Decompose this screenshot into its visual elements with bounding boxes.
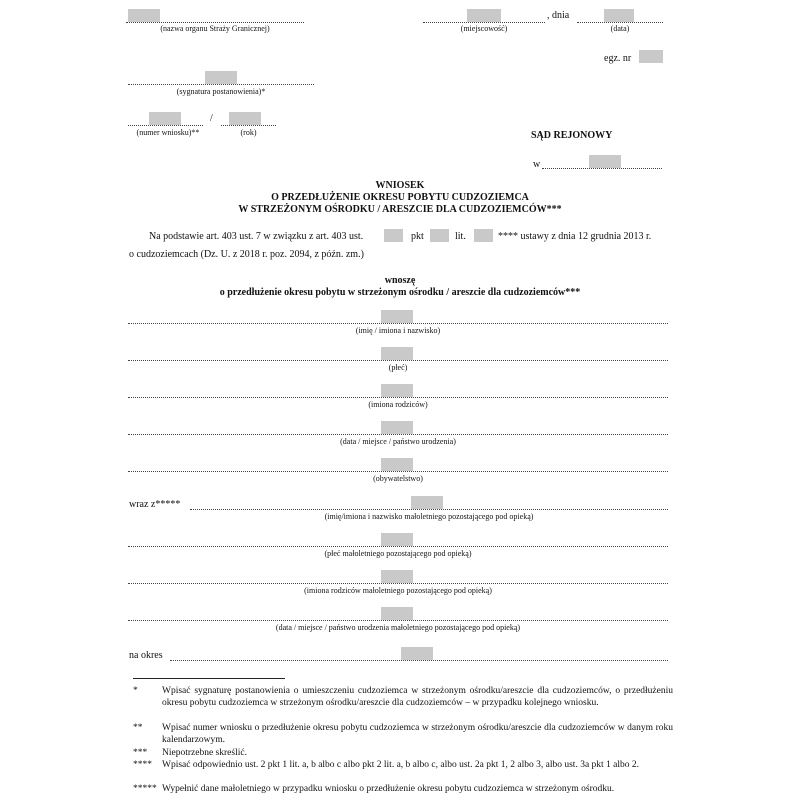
minor-name-caption: (imię/imiona i nazwisko małoletniego pozostającego pod opieką) bbox=[324, 512, 534, 521]
name-line bbox=[128, 323, 668, 324]
birth-field[interactable] bbox=[381, 421, 413, 434]
minor-sex-caption: (płeć małoletniego pozostającego pod opieką) bbox=[324, 549, 472, 558]
footnote-separator bbox=[133, 678, 285, 679]
point-field[interactable] bbox=[430, 229, 449, 242]
minor-name-line bbox=[190, 509, 668, 510]
organ-name-line bbox=[126, 22, 304, 23]
footnote-mark: ** bbox=[133, 723, 143, 733]
parents-line bbox=[128, 397, 668, 398]
minor-parents-line bbox=[128, 583, 668, 584]
minor-parents-caption: (imiona rodziców małoletniego pozostającego pod opieką) bbox=[304, 586, 492, 595]
request-number-line bbox=[128, 125, 203, 126]
copy-number-label: egz. nr bbox=[604, 53, 632, 64]
parents-caption: (imiona rodziców) bbox=[368, 400, 428, 409]
footnote-text: Niepotrzebne skreślić. bbox=[162, 748, 247, 758]
request-number-caption: (numer wniosku)** bbox=[136, 128, 200, 137]
sex-field[interactable] bbox=[381, 347, 413, 360]
footnote-text: Wpisać odpowiednio ust. 2 pkt 1 lit. a, b albo c albo pkt 2 lit. a, b albo c, albo ust. 2a pkt 1, 2 albo 3, albo ust. 3a pkt 1 albo 2. bbox=[162, 760, 640, 770]
legal-basis-part-4: **** ustawy z dnia 12 grudnia 2013 r. bbox=[498, 231, 652, 242]
minor-sex-line bbox=[128, 546, 668, 547]
place-field[interactable] bbox=[467, 9, 501, 22]
sex-line bbox=[128, 360, 668, 361]
title-line-2: O PRZEDŁUŻENIE OKRESU POBYTU CUDZOZIEMCA bbox=[271, 192, 529, 203]
minor-birth-field[interactable] bbox=[381, 607, 413, 620]
year-caption: (rok) bbox=[240, 128, 257, 137]
signature-caption: (sygnatura postanowienia)* bbox=[176, 87, 266, 96]
article-paragraph-field[interactable] bbox=[384, 229, 403, 242]
footnote-2 bbox=[133, 723, 673, 747]
title-line-1: WNIOSEK bbox=[375, 180, 425, 191]
birth-line bbox=[128, 434, 668, 435]
place-caption: (miejscowość) bbox=[460, 24, 508, 33]
period-label: na okres bbox=[129, 650, 163, 661]
copy-number-field[interactable] bbox=[639, 50, 663, 63]
date-caption: (data) bbox=[610, 24, 630, 33]
footnote-mark: * bbox=[133, 686, 138, 696]
legal-basis-pkt-label: pkt bbox=[411, 231, 424, 242]
name-field[interactable] bbox=[381, 310, 413, 323]
legal-basis-part-1: Na podstawie art. 403 ust. 7 w związku z art. 403 ust. bbox=[149, 231, 364, 242]
year-line bbox=[221, 125, 276, 126]
footnote-text: Wpisać sygnaturę postanowienia o umieszczeniu cudzoziemca w strzeżonym ośrodku/areszcie dla cudzoziemców, o przedłużeniu okresu pobytu cudzoziemca w strzeżonym ośrodku/areszcie dla cudzoziemców – w przypadku kolejnego wniosku. bbox=[162, 686, 673, 708]
date-line bbox=[577, 22, 663, 23]
citizenship-caption: (obywatelstwo) bbox=[373, 474, 423, 483]
court-title: SĄD REJONOWY bbox=[531, 130, 613, 141]
citizenship-field[interactable] bbox=[381, 458, 413, 471]
minor-parents-field[interactable] bbox=[381, 570, 413, 583]
legal-basis-lit-label: lit. bbox=[455, 231, 466, 242]
request-subheading: o przedłużenie okresu pobytu w strzeżonym ośrodku / areszcie dla cudzoziemców*** bbox=[219, 287, 581, 298]
minor-name-field[interactable] bbox=[411, 496, 443, 509]
with-minor-label: wraz z***** bbox=[129, 499, 181, 510]
court-city-line bbox=[542, 168, 662, 169]
title-line-3: W STRZEŻONYM OŚRODKU / ARESZCIE DLA CUDZOZIEMCÓW*** bbox=[238, 204, 562, 215]
footnote-5 bbox=[133, 784, 673, 796]
signature-field[interactable] bbox=[205, 71, 237, 84]
signature-line bbox=[128, 84, 314, 85]
footnote-text: Wpisać numer wniosku o przedłużenie okresu pobytu cudzoziemca w strzeżonym ośrodku/areszcie dla cudzoziemców w danym roku kalendarzowym. bbox=[162, 723, 673, 745]
footnote-mark: ***** bbox=[133, 784, 157, 794]
organ-name-caption: (nazwa organu Straży Granicznej) bbox=[160, 24, 270, 33]
number-year-slash: / bbox=[210, 113, 213, 124]
organ-name-field[interactable] bbox=[128, 9, 160, 22]
footnote-mark: *** bbox=[133, 748, 148, 758]
parents-field[interactable] bbox=[381, 384, 413, 397]
date-label: , dnia bbox=[547, 10, 570, 21]
sex-caption: (płeć) bbox=[388, 363, 408, 372]
citizenship-line bbox=[128, 471, 668, 472]
year-field[interactable] bbox=[229, 112, 261, 125]
date-field[interactable] bbox=[604, 9, 634, 22]
footnote-3 bbox=[133, 748, 673, 760]
letter-field[interactable] bbox=[474, 229, 493, 242]
footnote-text: Wypełnić dane małoletniego w przypadku wniosku o przedłużenie okresu pobytu cudzoziemca w strzeżonym ośrodku. bbox=[162, 784, 615, 794]
legal-basis-line-2: o cudzoziemcach (Dz. U. z 2018 r. poz. 2094, z późn. zm.) bbox=[129, 249, 364, 260]
court-city-field[interactable] bbox=[589, 155, 621, 168]
period-line bbox=[170, 660, 668, 661]
period-field[interactable] bbox=[401, 647, 433, 660]
request-heading: wnoszę bbox=[384, 275, 416, 286]
footnote-mark: **** bbox=[133, 760, 152, 770]
footnote-1 bbox=[133, 686, 673, 722]
court-w-label: w bbox=[533, 159, 541, 170]
minor-birth-caption: (data / miejsce / państwo urodzenia małoletniego pozostającego pod opieką) bbox=[275, 623, 521, 632]
place-line bbox=[423, 22, 545, 23]
birth-caption: (data / miejsce / państwo urodzenia) bbox=[340, 437, 456, 446]
request-number-field[interactable] bbox=[149, 112, 181, 125]
minor-birth-line bbox=[128, 620, 668, 621]
name-caption: (imię / imiona i nazwisko) bbox=[355, 326, 441, 335]
footnote-4 bbox=[133, 760, 673, 784]
minor-sex-field[interactable] bbox=[381, 533, 413, 546]
